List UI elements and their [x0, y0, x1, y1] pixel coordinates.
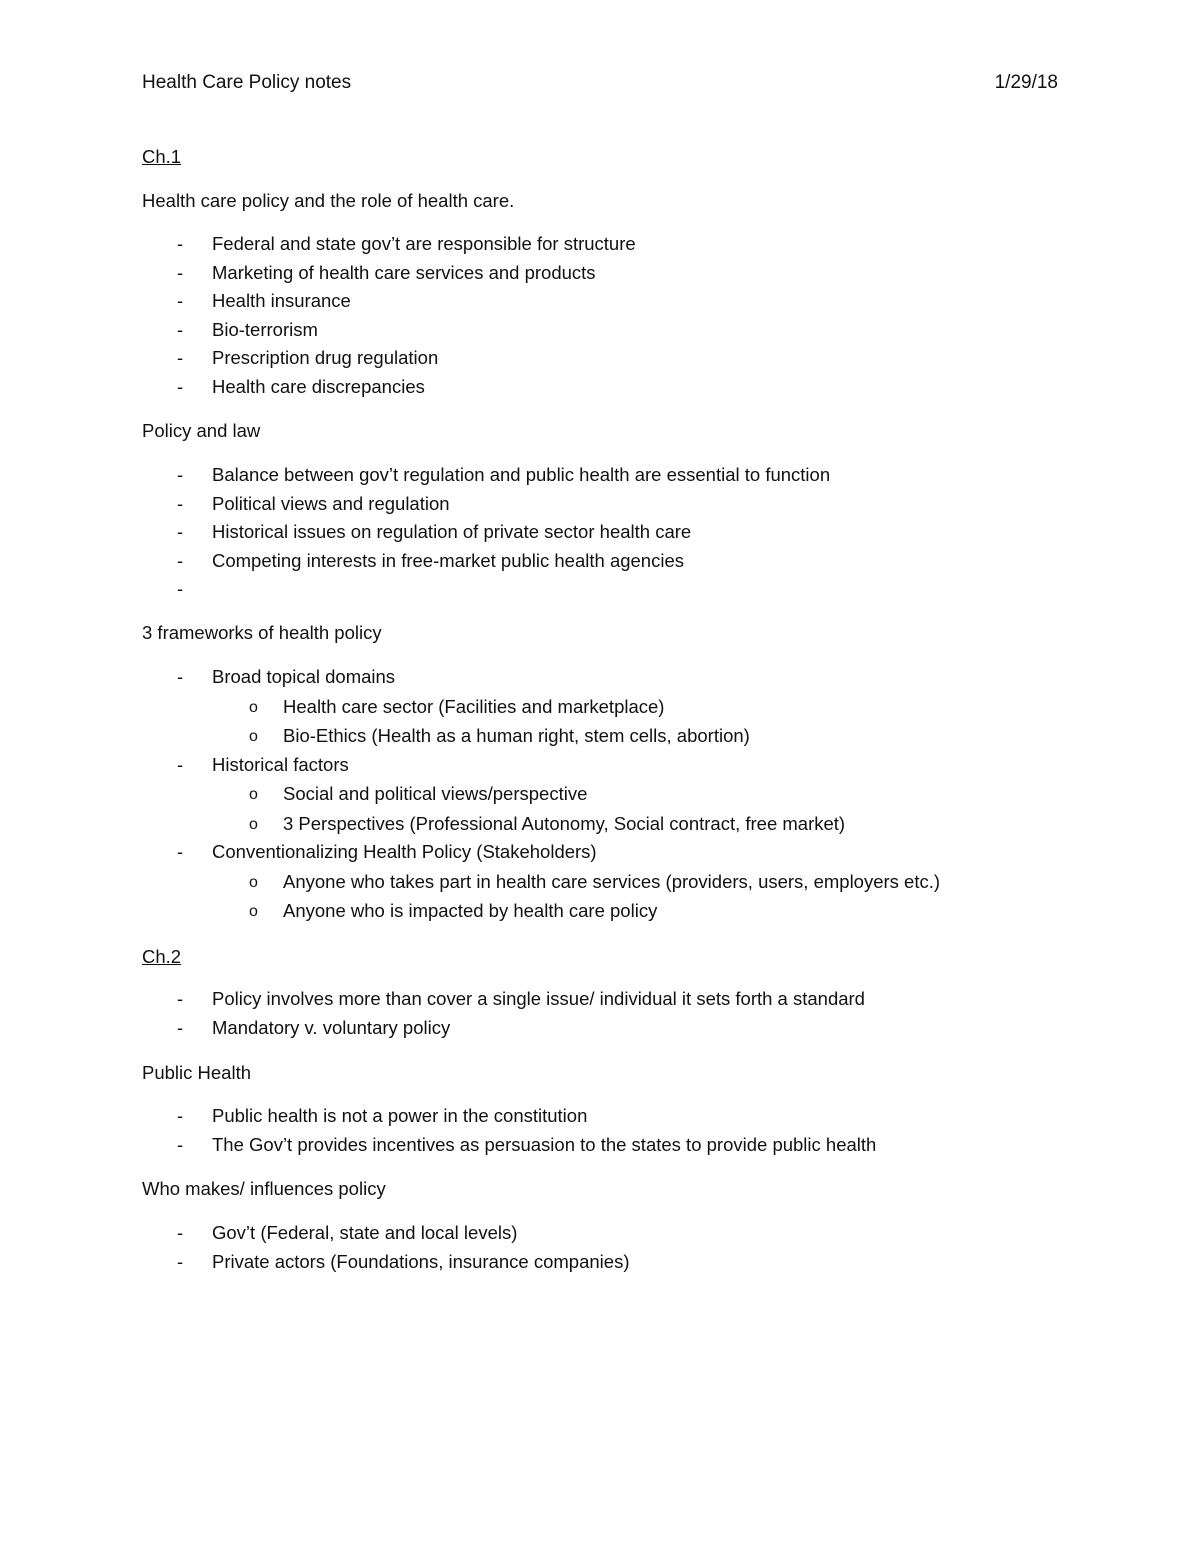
list-item: [142, 1131, 1102, 1160]
page-header: [142, 72, 1058, 102]
list-item-text: Private actors (Foundations, insurance companies): [212, 1250, 630, 1272]
circle-marker: o: [249, 698, 258, 716]
list-item: [142, 1102, 1102, 1131]
list-item: [142, 1219, 1102, 1248]
list-item-text: Conventionalizing Health Policy (Stakeholders): [212, 841, 597, 862]
dash-marker: -: [177, 841, 184, 862]
dash-marker: -: [177, 1133, 184, 1155]
document-date: 1/29/18: [994, 72, 1058, 93]
list-item: [142, 316, 1102, 345]
dash-marker: -: [177, 290, 184, 311]
sub-list-item-text: Health care sector (Facilities and marketplace): [283, 695, 665, 717]
dash-marker: -: [177, 1105, 184, 1126]
who-makes-heading: Who makes/ influences policy: [142, 1178, 386, 1199]
dash-marker: -: [177, 521, 184, 542]
policy-law-list: [142, 461, 1102, 599]
sub-list-item-text: Social and political views/perspective: [283, 783, 588, 804]
public-health-list: [142, 1102, 1102, 1159]
list-item-text: Balance between gov’t regulation and public health are essential to function: [212, 464, 831, 485]
chapter-2-list-block: [142, 985, 1102, 1042]
list-item-text: Gov’t (Federal, state and local levels): [212, 1222, 518, 1243]
chapter-2-heading: Ch.2: [142, 946, 182, 967]
dash-marker: -: [177, 233, 184, 254]
who-makes-list: [142, 1219, 1102, 1276]
dash-marker: -: [177, 375, 184, 397]
list-item: [142, 287, 1102, 316]
chapter-1-intro: Health care policy and the role of health care.: [142, 190, 515, 211]
list-item: [142, 490, 1102, 519]
who-makes-list-block: [142, 1219, 1102, 1276]
list-item: [142, 1014, 1102, 1043]
list-item-text: The Gov’t provides incentives as persuasion to the states to provide public health: [212, 1133, 877, 1155]
public-health-heading: Public Health: [142, 1062, 252, 1083]
sub-list-item: [142, 809, 1102, 839]
sub-list-item: [142, 896, 1102, 926]
list-item: [142, 985, 1102, 1014]
list-item-text: Health care discrepancies: [212, 375, 425, 397]
list-item-text: Historical issues on regulation of private sector health care: [212, 521, 692, 542]
list-item: [142, 838, 1102, 926]
list-item: [142, 518, 1102, 547]
list-item: [142, 1248, 1102, 1277]
sub-list-item: [142, 721, 1102, 751]
list-item-text: Broad topical domains: [212, 666, 396, 687]
sub-list-item-text: 3 Perspectives (Professional Autonomy, Social contract, free market): [283, 812, 846, 834]
list-item-text: Public health is not a power in the constitution: [212, 1105, 588, 1126]
sub-list: [212, 692, 1102, 751]
frameworks-list-block: [142, 663, 1102, 926]
public-health-list-block: [142, 1102, 1102, 1159]
dash-marker: -: [177, 1016, 184, 1038]
dash-marker: -: [177, 464, 184, 485]
dash-marker: -: [177, 753, 184, 775]
sub-list-item-text: Anyone who takes part in health care services (providers, users, employers etc.): [283, 870, 941, 892]
dash-marker: -: [177, 492, 184, 514]
list-item-text: Historical factors: [212, 753, 349, 775]
list-item: [142, 230, 1102, 259]
list-item-text: Health insurance: [212, 290, 351, 311]
list-item-text: Marketing of health care services and products: [212, 261, 596, 283]
dash-marker: -: [177, 1222, 184, 1243]
document-title: Health Care Policy notes: [142, 72, 352, 93]
circle-marker: o: [249, 903, 258, 920]
sub-list-item: [142, 867, 1102, 897]
circle-marker: o: [249, 786, 258, 803]
chapter-1-intro-list: [142, 230, 1102, 401]
frameworks-heading: 3 frameworks of health policy: [142, 622, 382, 643]
dash-marker: -: [177, 666, 184, 687]
policy-law-list-block: [142, 461, 1102, 599]
list-item-text: Political views and regulation: [212, 492, 450, 514]
list-item-text: Federal and state gov’t are responsible for structure: [212, 233, 636, 254]
dash-marker: -: [177, 988, 184, 1009]
list-item: [142, 344, 1102, 373]
sub-list: [212, 867, 1102, 926]
list-item-text: Competing interests in free-market public health agencies: [212, 549, 684, 571]
sub-list-item-text: Anyone who is impacted by health care policy: [283, 900, 658, 921]
list-item: [142, 663, 1102, 751]
list-item-text: Prescription drug regulation: [212, 347, 439, 368]
dash-marker: -: [177, 578, 184, 599]
sub-list: [212, 779, 1102, 838]
list-item: [142, 373, 1102, 402]
list-item: [142, 259, 1102, 288]
list-item: [142, 547, 1102, 576]
sub-list-item: [142, 779, 1102, 809]
dash-marker: -: [177, 347, 184, 368]
list-item-text: Bio-terrorism: [212, 318, 318, 340]
policy-law-heading: Policy and law: [142, 420, 261, 441]
list-item: [142, 751, 1102, 839]
circle-marker: o: [249, 728, 258, 745]
list-item-text: Mandatory v. voluntary policy: [212, 1016, 451, 1038]
frameworks-list: [142, 663, 1102, 926]
sub-list-item: [142, 692, 1102, 722]
sub-list-item-text: Bio-Ethics (Health as a human right, stem cells, abortion): [283, 725, 750, 746]
dash-marker: -: [177, 261, 184, 283]
circle-marker: o: [249, 873, 258, 891]
list-item-text: Policy involves more than cover a single issue/ individual it sets forth a standard: [212, 988, 865, 1009]
dash-marker: -: [177, 1250, 184, 1272]
dash-marker: -: [177, 318, 184, 340]
dash-marker: -: [177, 549, 184, 571]
chapter-1-intro-list-block: [142, 230, 1102, 401]
circle-marker: o: [249, 815, 258, 833]
list-item: [142, 461, 1102, 490]
chapter-1-heading: Ch.1: [142, 146, 182, 167]
chapter-2-list: [142, 985, 1102, 1042]
